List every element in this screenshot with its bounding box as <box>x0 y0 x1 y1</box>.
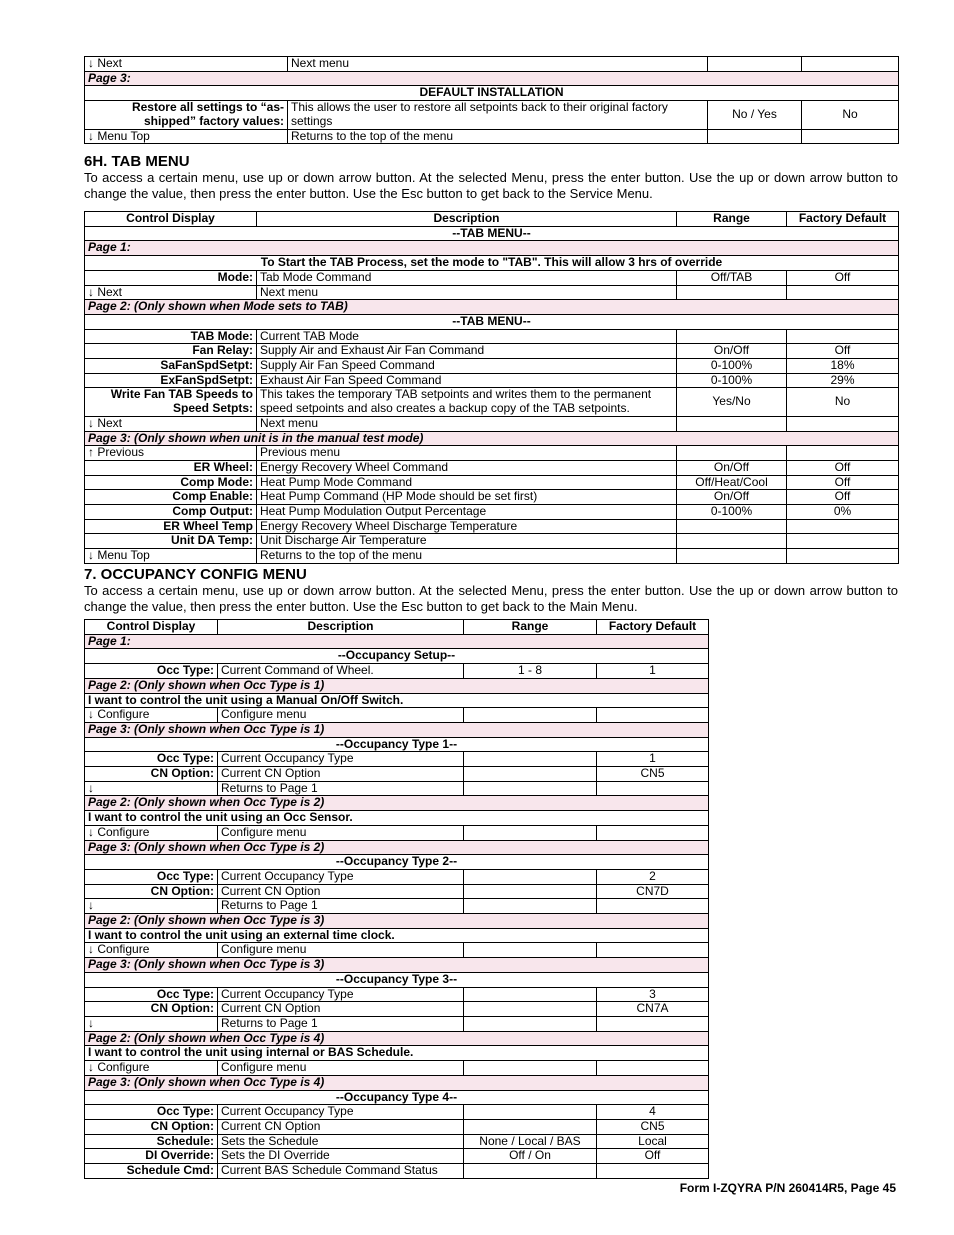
description: Next menu <box>257 285 677 300</box>
control-display: SaFanSpdSetpt: <box>85 359 257 374</box>
table-row <box>85 534 899 549</box>
factory-default: Off <box>787 490 899 505</box>
range <box>464 1164 597 1179</box>
table-row <box>85 1061 709 1076</box>
description: Current BAS Schedule Command Status <box>218 1164 464 1179</box>
control-display: Comp Mode: <box>85 475 257 490</box>
description: Next menu <box>257 416 677 431</box>
control-display: ↓ <box>85 899 218 914</box>
table-row <box>85 329 899 344</box>
table-row <box>85 1075 709 1090</box>
description: Heat Pump Modulation Output Percentage <box>257 505 677 520</box>
page-label: Page 1: <box>85 241 899 256</box>
table-row <box>85 475 899 490</box>
range: No / Yes <box>708 101 802 129</box>
control-display: ↓ Configure <box>85 708 218 723</box>
option-description: I want to control the unit using a Manual On/Off Switch. <box>85 693 709 708</box>
range <box>708 57 802 72</box>
page-footer: Form I-ZQYRA P/N 260414R5, Page 45 <box>679 1181 896 1195</box>
table-row <box>85 101 899 129</box>
option-description: I want to control the unit using an external time clock. <box>85 928 709 943</box>
table-row <box>85 928 709 943</box>
table-row <box>85 57 899 72</box>
control-display: ER Wheel Temp <box>85 519 257 534</box>
column-header: Description <box>218 620 464 635</box>
table-row <box>85 825 709 840</box>
description: Returns to Page 1 <box>218 781 464 796</box>
group-heading: DEFAULT INSTALLATION <box>85 86 899 101</box>
table-row <box>85 899 709 914</box>
control-display: ↓ Next <box>85 416 257 431</box>
factory-default <box>787 285 899 300</box>
table-header-row <box>85 620 709 635</box>
page-label: Page 3: (Only shown when Occ Type is 3) <box>85 958 709 973</box>
table-row <box>85 943 709 958</box>
table-row <box>85 373 899 388</box>
table-row <box>85 664 709 679</box>
table-row <box>85 972 709 987</box>
factory-default <box>597 1061 709 1076</box>
range: None / Local / BAS <box>464 1134 597 1149</box>
range <box>677 446 787 461</box>
group-heading: --TAB MENU-- <box>85 314 899 329</box>
table-row <box>85 314 899 329</box>
table-row <box>85 431 899 446</box>
table-row <box>85 241 899 256</box>
range <box>464 869 597 884</box>
factory-default <box>597 781 709 796</box>
page-label: Page 2: (Only shown when Occ Type is 2) <box>85 796 709 811</box>
description: Energy Recovery Wheel Discharge Temperature <box>257 519 677 534</box>
range <box>464 1002 597 1017</box>
range <box>464 781 597 796</box>
table-row <box>85 884 709 899</box>
control-display: ↓ Configure <box>85 943 218 958</box>
factory-default <box>597 1164 709 1179</box>
table-row <box>85 678 709 693</box>
table-row <box>85 388 899 416</box>
table-row <box>85 634 709 649</box>
group-heading: --Occupancy Setup-- <box>85 649 709 664</box>
factory-default: Local <box>597 1134 709 1149</box>
description: Returns to Page 1 <box>218 899 464 914</box>
control-display: CN Option: <box>85 884 218 899</box>
range: 0-100% <box>677 359 787 374</box>
range <box>677 285 787 300</box>
range <box>464 899 597 914</box>
description: Heat Pump Command (HP Mode should be set first) <box>257 490 677 505</box>
range: Off/Heat/Cool <box>677 475 787 490</box>
description: This allows the user to restore all setpoints back to their original factory settings <box>288 101 708 129</box>
factory-default <box>787 534 899 549</box>
table-row <box>85 270 899 285</box>
range: Off/TAB <box>677 270 787 285</box>
control-display: ↑ Previous <box>85 446 257 461</box>
control-display: Occ Type: <box>85 1105 218 1120</box>
control-display: TAB Mode: <box>85 329 257 344</box>
factory-default: 0% <box>787 505 899 520</box>
range: 0-100% <box>677 505 787 520</box>
factory-default: No <box>802 101 899 129</box>
factory-default <box>597 899 709 914</box>
description: Unit Discharge Air Temperature <box>257 534 677 549</box>
page-label: Page 3: (Only shown when unit is in the manual test mode) <box>85 431 899 446</box>
description: Current Occupancy Type <box>218 869 464 884</box>
range: Off / On <box>464 1149 597 1164</box>
description: Configure menu <box>218 1061 464 1076</box>
range <box>464 1105 597 1120</box>
table-row <box>85 416 899 431</box>
column-header: Control Display <box>85 212 257 227</box>
description: Configure menu <box>218 943 464 958</box>
group-heading: To Start the TAB Process, set the mode to "TAB". This will allow 3 hrs of override <box>85 256 899 271</box>
range <box>677 416 787 431</box>
table-row <box>85 855 709 870</box>
control-display: Occ Type: <box>85 987 218 1002</box>
table-row <box>85 1046 709 1061</box>
range <box>708 129 802 144</box>
factory-default <box>802 57 899 72</box>
factory-default: 29% <box>787 373 899 388</box>
table-row <box>85 519 899 534</box>
control-display: Mode: <box>85 270 257 285</box>
description: Energy Recovery Wheel Command <box>257 460 677 475</box>
description: Configure menu <box>218 825 464 840</box>
factory-default <box>802 129 899 144</box>
table-row <box>85 300 899 315</box>
section-title: 6H. TAB MENU <box>84 153 190 170</box>
control-display: Schedule Cmd: <box>85 1164 218 1179</box>
control-display: Schedule: <box>85 1134 218 1149</box>
range <box>464 1061 597 1076</box>
control-display: Comp Output: <box>85 505 257 520</box>
description: This takes the temporary TAB setpoints and writes them to the permanent speed setpoints and also creates a backup copy of the TAB setpoints. <box>257 388 677 416</box>
group-heading: --TAB MENU-- <box>85 226 899 241</box>
table-row <box>85 958 709 973</box>
table-row <box>85 737 709 752</box>
factory-default <box>597 708 709 723</box>
page-label: Page 3: (Only shown when Occ Type is 1) <box>85 722 709 737</box>
description: Current CN Option <box>218 1002 464 1017</box>
factory-default: Off <box>597 1149 709 1164</box>
column-header: Factory Default <box>597 620 709 635</box>
table-row <box>85 722 709 737</box>
description: Sets the DI Override <box>218 1149 464 1164</box>
option-description: I want to control the unit using an Occ Sensor. <box>85 811 709 826</box>
factory-default: 4 <box>597 1105 709 1120</box>
table-row <box>85 1164 709 1179</box>
control-display: Fan Relay: <box>85 344 257 359</box>
control-display: ↓ Next <box>85 285 257 300</box>
table-row <box>85 446 899 461</box>
group-heading: --Occupancy Type 3-- <box>85 972 709 987</box>
factory-default <box>787 446 899 461</box>
description: Tab Mode Command <box>257 270 677 285</box>
tab-menu-table <box>84 211 899 564</box>
control-display: Write Fan TAB Speeds to Speed Setpts: <box>85 388 257 416</box>
factory-default: 1 <box>597 752 709 767</box>
factory-default: CN7D <box>597 884 709 899</box>
control-display: CN Option: <box>85 1119 218 1134</box>
table-row <box>85 256 899 271</box>
factory-default: No <box>787 388 899 416</box>
page-label: Page 2: (Only shown when Occ Type is 1) <box>85 678 709 693</box>
page-label: Page 2: (Only shown when Occ Type is 4) <box>85 1031 709 1046</box>
table-row <box>85 1149 709 1164</box>
factory-default: Off <box>787 344 899 359</box>
description: Next menu <box>288 57 708 72</box>
table-row <box>85 1134 709 1149</box>
control-display: Occ Type: <box>85 752 218 767</box>
range <box>464 1016 597 1031</box>
section-title: 7. OCCUPANCY CONFIG MENU <box>84 566 307 583</box>
description: Returns to Page 1 <box>218 1016 464 1031</box>
table-row <box>85 693 709 708</box>
table-row <box>85 1031 709 1046</box>
control-display: CN Option: <box>85 1002 218 1017</box>
table-header-row <box>85 212 899 227</box>
table-row <box>85 1090 709 1105</box>
factory-default <box>787 519 899 534</box>
description: Supply Air Fan Speed Command <box>257 359 677 374</box>
factory-default <box>597 825 709 840</box>
description: Supply Air and Exhaust Air Fan Command <box>257 344 677 359</box>
range <box>677 519 787 534</box>
table-row <box>85 914 709 929</box>
description: Previous menu <box>257 446 677 461</box>
group-heading: --Occupancy Type 1-- <box>85 737 709 752</box>
page-label: Page 3: (Only shown when Occ Type is 4) <box>85 1075 709 1090</box>
control-display: Comp Enable: <box>85 490 257 505</box>
factory-default: CN7A <box>597 1002 709 1017</box>
column-header: Range <box>677 212 787 227</box>
table-row <box>85 460 899 475</box>
description: Sets the Schedule <box>218 1134 464 1149</box>
tab-menu-section <box>84 153 898 564</box>
range <box>464 987 597 1002</box>
control-display: ↓ Menu Top <box>85 549 257 564</box>
control-display: ↓ Next <box>85 57 288 72</box>
control-display: ExFanSpdSetpt: <box>85 373 257 388</box>
description: Heat Pump Mode Command <box>257 475 677 490</box>
table-row <box>85 767 709 782</box>
factory-default: CN5 <box>597 767 709 782</box>
table-row <box>85 86 899 101</box>
control-display: ↓ Configure <box>85 825 218 840</box>
section-intro: To access a certain menu, use up or down arrow button. At the selected Menu, press the enter button. Use the up or down arrow button to change the value, then press the enter button. Use the Esc button to get back to the Main Menu. <box>84 583 898 614</box>
control-display: ↓ Configure <box>85 1061 218 1076</box>
table-row <box>85 781 709 796</box>
table-row <box>85 811 709 826</box>
table-row <box>85 649 709 664</box>
range <box>464 884 597 899</box>
range: Yes/No <box>677 388 787 416</box>
default-installation-table-section <box>84 56 898 144</box>
table-row <box>85 549 899 564</box>
control-display: ER Wheel: <box>85 460 257 475</box>
table-row <box>85 505 899 520</box>
range: On/Off <box>677 344 787 359</box>
description: Returns to the top of the menu <box>288 129 708 144</box>
table-row <box>85 1016 709 1031</box>
range <box>677 534 787 549</box>
factory-default: 2 <box>597 869 709 884</box>
table-row <box>85 285 899 300</box>
table-row <box>85 1105 709 1120</box>
description: Current CN Option <box>218 767 464 782</box>
range <box>464 752 597 767</box>
factory-default <box>597 943 709 958</box>
control-display: ↓ <box>85 1016 218 1031</box>
range <box>464 767 597 782</box>
control-display: ↓ Menu Top <box>85 129 288 144</box>
page-label: Page 2: (Only shown when Occ Type is 3) <box>85 914 709 929</box>
option-description: I want to control the unit using internal or BAS Schedule. <box>85 1046 709 1061</box>
description: Current TAB Mode <box>257 329 677 344</box>
factory-default: 3 <box>597 987 709 1002</box>
table-row <box>85 490 899 505</box>
page-label: Page 2: (Only shown when Mode sets to TAB) <box>85 300 899 315</box>
description: Returns to the top of the menu <box>257 549 677 564</box>
group-heading: --Occupancy Type 2-- <box>85 855 709 870</box>
description: Current Occupancy Type <box>218 987 464 1002</box>
range <box>464 708 597 723</box>
control-display: Occ Type: <box>85 664 218 679</box>
table-row <box>85 869 709 884</box>
control-display: Restore all settings to “as-shipped” factory values: <box>85 101 288 129</box>
description: Exhaust Air Fan Speed Command <box>257 373 677 388</box>
range: 1 - 8 <box>464 664 597 679</box>
page-label: Page 1: <box>85 634 709 649</box>
factory-default <box>787 416 899 431</box>
column-header: Range <box>464 620 597 635</box>
section-intro: To access a certain menu, use up or down arrow button. At the selected Menu, press the enter button. Use the up or down arrow button to change the value, then press the enter button. Use the Esc button to get back to the Service Menu. <box>84 170 898 201</box>
table-row <box>85 226 899 241</box>
factory-default: 18% <box>787 359 899 374</box>
description: Current CN Option <box>218 884 464 899</box>
default-installation-table <box>84 56 899 144</box>
factory-default <box>597 1016 709 1031</box>
table-row <box>85 344 899 359</box>
table-row <box>85 708 709 723</box>
range <box>464 943 597 958</box>
column-header: Factory Default <box>787 212 899 227</box>
description: Current Occupancy Type <box>218 1105 464 1120</box>
table-row <box>85 987 709 1002</box>
occupancy-config-table <box>84 619 709 1179</box>
description: Configure menu <box>218 708 464 723</box>
factory-default: Off <box>787 460 899 475</box>
description: Current CN Option <box>218 1119 464 1134</box>
table-row <box>85 1002 709 1017</box>
factory-default: Off <box>787 475 899 490</box>
range <box>677 549 787 564</box>
range <box>464 1119 597 1134</box>
description: Current Occupancy Type <box>218 752 464 767</box>
table-row <box>85 1119 709 1134</box>
column-header: Control Display <box>85 620 218 635</box>
control-display: Unit DA Temp: <box>85 534 257 549</box>
page-label: Page 3: <box>85 71 899 86</box>
table-row <box>85 840 709 855</box>
range: 0-100% <box>677 373 787 388</box>
control-display: ↓ <box>85 781 218 796</box>
table-row <box>85 129 899 144</box>
group-heading: --Occupancy Type 4-- <box>85 1090 709 1105</box>
range <box>677 329 787 344</box>
description: Current Command of Wheel. <box>218 664 464 679</box>
page-label: Page 3: (Only shown when Occ Type is 2) <box>85 840 709 855</box>
control-display: DI Override: <box>85 1149 218 1164</box>
table-row <box>85 71 899 86</box>
factory-default <box>787 329 899 344</box>
table-row <box>85 752 709 767</box>
factory-default: CN5 <box>597 1119 709 1134</box>
factory-default: Off <box>787 270 899 285</box>
column-header: Description <box>257 212 677 227</box>
table-row <box>85 796 709 811</box>
occupancy-config-section <box>84 566 898 1179</box>
factory-default <box>787 549 899 564</box>
factory-default: 1 <box>597 664 709 679</box>
control-display: CN Option: <box>85 767 218 782</box>
table-row <box>85 359 899 374</box>
range: On/Off <box>677 460 787 475</box>
range <box>464 825 597 840</box>
control-display: Occ Type: <box>85 869 218 884</box>
range: On/Off <box>677 490 787 505</box>
